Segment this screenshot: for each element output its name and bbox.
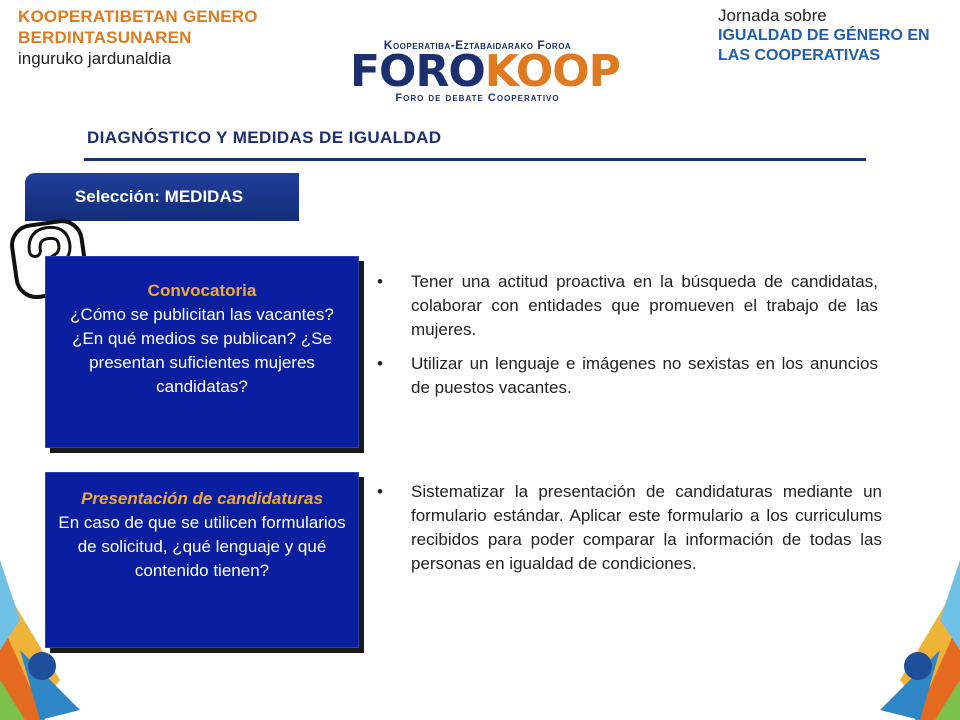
logo-top-text: Kooperatiba-Eztabaidarako Foroa: [383, 38, 572, 52]
logo-bottom-text: Foro de debate Cooperativo: [395, 92, 560, 104]
event-title-spanish-line3: LAS COOPERATIVAS: [718, 47, 881, 64]
bullet-item: • Tener una actitud proactiva en la búsqueda de candidatas, colaborar con entidades que promueven el trabajo de las mujeres.: [371, 270, 878, 342]
presentacion-measures: [371, 480, 882, 586]
event-title-basque: [18, 6, 318, 69]
presentacion-heading: Presentación de candidaturas: [81, 489, 323, 508]
convocatoria-box: [45, 256, 359, 448]
convocatoria-heading: Convocatoria: [147, 281, 257, 300]
bullet-item: • Utilizar un lenguaje e imágenes no sexistas en los anuncios de puestos vacantes.: [371, 352, 878, 400]
convocatoria-measures: [371, 270, 878, 410]
event-title-basque-line2: BERDINTASUNAREN: [18, 28, 192, 47]
corner-decoration-right: [870, 560, 960, 720]
logo-wordmark-koop: KOOP: [484, 46, 620, 97]
event-title-basque-line1: KOOPERATIBETAN GENERO: [18, 7, 258, 26]
logo-wordmark-foro: FORO: [350, 46, 485, 97]
forokoop-logo: [350, 38, 620, 110]
bullet-item: • Sistematizar la presentación de candidaturas mediante un formulario estándar. Aplicar este formulario a los curriculums recibidos para poder comparar la información de todas las personas en igualdad de condiciones.: [371, 480, 882, 576]
title-divider: [84, 158, 866, 161]
logo-wordmark: [350, 46, 620, 97]
presentacion-box: [45, 472, 359, 648]
selection-tab: Selección: MEDIDAS: [25, 173, 299, 221]
page-title: DIAGNÓSTICO Y MEDIDAS DE IGUALDAD: [87, 128, 442, 147]
event-title-basque-line3: inguruko jardunaldia: [18, 49, 172, 68]
convocatoria-body: ¿Cómo se publicitan las vacantes? ¿En qué medios se publican? ¿Se presentan suficientes mujeres candidatas?: [70, 305, 334, 396]
event-title-spanish: [718, 6, 958, 66]
presentacion-body: En caso de que se utilicen formularios de solicitud, ¿qué lenguaje y qué contenido tienen?: [58, 513, 346, 580]
event-title-spanish-line2: IGUALDAD DE GÉNERO EN: [718, 27, 930, 44]
corner-decoration-left: [0, 560, 90, 720]
event-title-spanish-line1: Jornada sobre: [718, 6, 827, 25]
